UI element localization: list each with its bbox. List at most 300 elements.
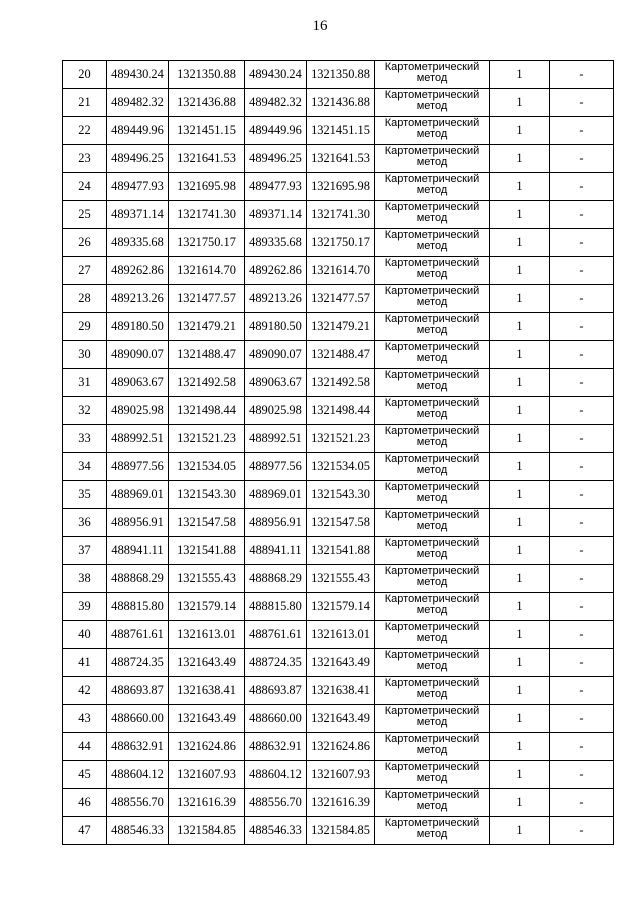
- x-coordinate-repeat: 488977.56: [245, 453, 307, 481]
- method-line-2: метод: [416, 716, 448, 728]
- method-line-2: метод: [416, 380, 448, 392]
- x-coordinate: 488868.29: [107, 565, 169, 593]
- x-coordinate: 489090.07: [107, 341, 169, 369]
- accuracy-value: 1: [490, 761, 550, 789]
- point-number: 39: [63, 593, 107, 621]
- x-coordinate: 489025.98: [107, 397, 169, 425]
- method-cell: [375, 369, 490, 397]
- accuracy-value: 1: [490, 593, 550, 621]
- point-number: 29: [63, 313, 107, 341]
- y-coordinate: 1321543.30: [169, 481, 245, 509]
- method-line-1: Картометрический: [384, 481, 480, 493]
- point-number: 20: [63, 61, 107, 89]
- x-coordinate-repeat: 488868.29: [245, 565, 307, 593]
- y-coordinate-repeat: 1321613.01: [307, 621, 375, 649]
- note-value: -: [550, 761, 614, 789]
- method-line-1: Картометрический: [384, 61, 480, 73]
- point-number: 21: [63, 89, 107, 117]
- note-value: -: [550, 481, 614, 509]
- method-line-1: Картометрический: [384, 453, 480, 465]
- point-number: 27: [63, 257, 107, 285]
- note-value: -: [550, 425, 614, 453]
- x-coordinate-repeat: 488969.01: [245, 481, 307, 509]
- method-cell: [375, 705, 490, 733]
- method-cell: [375, 733, 490, 761]
- method-line-1: Картометрический: [384, 397, 480, 409]
- method-line-1: Картометрический: [384, 733, 480, 745]
- table-row: [63, 453, 614, 481]
- y-coordinate-repeat: 1321741.30: [307, 201, 375, 229]
- x-coordinate: 489213.26: [107, 285, 169, 313]
- accuracy-value: 1: [490, 705, 550, 733]
- table-row: [63, 425, 614, 453]
- note-value: -: [550, 649, 614, 677]
- y-coordinate-repeat: 1321477.57: [307, 285, 375, 313]
- method-line-1: Картометрический: [384, 145, 480, 157]
- method-line-1: Картометрический: [384, 761, 480, 773]
- point-number: 35: [63, 481, 107, 509]
- method-line-1: Картометрический: [384, 89, 480, 101]
- y-coordinate: 1321613.01: [169, 621, 245, 649]
- method-cell: [375, 789, 490, 817]
- method-line-1: Картометрический: [384, 313, 480, 325]
- method-cell: [375, 341, 490, 369]
- method-line-2: метод: [416, 408, 448, 420]
- y-coordinate-repeat: 1321643.49: [307, 649, 375, 677]
- method-cell: [375, 145, 490, 173]
- method-line-1: Картометрический: [384, 537, 480, 549]
- method-line-2: метод: [416, 324, 448, 336]
- accuracy-value: 1: [490, 397, 550, 425]
- x-coordinate: 488556.70: [107, 789, 169, 817]
- y-coordinate: 1321555.43: [169, 565, 245, 593]
- y-coordinate: 1321479.21: [169, 313, 245, 341]
- x-coordinate-repeat: 488604.12: [245, 761, 307, 789]
- y-coordinate-repeat: 1321607.93: [307, 761, 375, 789]
- method-line-2: метод: [416, 632, 448, 644]
- accuracy-value: 1: [490, 145, 550, 173]
- y-coordinate-repeat: 1321555.43: [307, 565, 375, 593]
- table-row: [63, 257, 614, 285]
- note-value: -: [550, 733, 614, 761]
- point-number: 45: [63, 761, 107, 789]
- note-value: -: [550, 817, 614, 845]
- note-value: -: [550, 341, 614, 369]
- y-coordinate-repeat: 1321547.58: [307, 509, 375, 537]
- x-coordinate-repeat: 488693.87: [245, 677, 307, 705]
- method-cell: [375, 61, 490, 89]
- table-row: [63, 369, 614, 397]
- y-coordinate: 1321607.93: [169, 761, 245, 789]
- y-coordinate-repeat: 1321695.98: [307, 173, 375, 201]
- method-line-2: метод: [416, 688, 448, 700]
- y-coordinate-repeat: 1321534.05: [307, 453, 375, 481]
- table-row: [63, 593, 614, 621]
- accuracy-value: 1: [490, 117, 550, 145]
- y-coordinate: 1321498.44: [169, 397, 245, 425]
- table-row: [63, 201, 614, 229]
- table-row: [63, 285, 614, 313]
- x-coordinate: 488604.12: [107, 761, 169, 789]
- accuracy-value: 1: [490, 565, 550, 593]
- method-line-1: Картометрический: [384, 117, 480, 129]
- x-coordinate: 488660.00: [107, 705, 169, 733]
- method-cell: [375, 285, 490, 313]
- point-number: 31: [63, 369, 107, 397]
- accuracy-value: 1: [490, 173, 550, 201]
- note-value: -: [550, 145, 614, 173]
- x-coordinate-repeat: 489371.14: [245, 201, 307, 229]
- y-coordinate: 1321521.23: [169, 425, 245, 453]
- method-line-1: Картометрический: [384, 789, 480, 801]
- method-line-1: Картометрический: [384, 649, 480, 661]
- y-coordinate: 1321350.88: [169, 61, 245, 89]
- table-row: [63, 761, 614, 789]
- method-cell: [375, 89, 490, 117]
- x-coordinate: 489063.67: [107, 369, 169, 397]
- accuracy-value: 1: [490, 257, 550, 285]
- x-coordinate-repeat: 489482.32: [245, 89, 307, 117]
- point-number: 43: [63, 705, 107, 733]
- y-coordinate-repeat: 1321451.15: [307, 117, 375, 145]
- method-line-2: метод: [416, 744, 448, 756]
- method-line-1: Картометрический: [384, 229, 480, 241]
- y-coordinate-repeat: 1321479.21: [307, 313, 375, 341]
- note-value: -: [550, 397, 614, 425]
- y-coordinate: 1321695.98: [169, 173, 245, 201]
- y-coordinate: 1321750.17: [169, 229, 245, 257]
- point-number: 47: [63, 817, 107, 845]
- method-line-2: метод: [416, 604, 448, 616]
- x-coordinate: 489335.68: [107, 229, 169, 257]
- x-coordinate-repeat: 488556.70: [245, 789, 307, 817]
- accuracy-value: 1: [490, 537, 550, 565]
- y-coordinate-repeat: 1321641.53: [307, 145, 375, 173]
- x-coordinate-repeat: 488632.91: [245, 733, 307, 761]
- y-coordinate-repeat: 1321521.23: [307, 425, 375, 453]
- method-cell: [375, 201, 490, 229]
- x-coordinate-repeat: 489430.24: [245, 61, 307, 89]
- table-row: [63, 145, 614, 173]
- method-line-2: метод: [416, 296, 448, 308]
- y-coordinate-repeat: 1321541.88: [307, 537, 375, 565]
- method-line-2: метод: [416, 660, 448, 672]
- accuracy-value: 1: [490, 453, 550, 481]
- method-cell: [375, 117, 490, 145]
- method-line-2: метод: [416, 156, 448, 168]
- y-coordinate: 1321579.14: [169, 593, 245, 621]
- table-row: [63, 481, 614, 509]
- table-row: [63, 677, 614, 705]
- point-number: 25: [63, 201, 107, 229]
- method-line-2: метод: [416, 436, 448, 448]
- y-coordinate: 1321643.49: [169, 649, 245, 677]
- method-cell: [375, 565, 490, 593]
- note-value: -: [550, 565, 614, 593]
- point-number: 26: [63, 229, 107, 257]
- method-line-2: метод: [416, 800, 448, 812]
- note-value: -: [550, 257, 614, 285]
- table-row: [63, 537, 614, 565]
- method-cell: [375, 425, 490, 453]
- y-coordinate-repeat: 1321579.14: [307, 593, 375, 621]
- y-coordinate-repeat: 1321498.44: [307, 397, 375, 425]
- point-number: 33: [63, 425, 107, 453]
- point-number: 23: [63, 145, 107, 173]
- method-line-1: Картометрический: [384, 173, 480, 185]
- accuracy-value: 1: [490, 481, 550, 509]
- table-row: [63, 817, 614, 845]
- method-line-1: Картометрический: [384, 593, 480, 605]
- y-coordinate-repeat: 1321350.88: [307, 61, 375, 89]
- note-value: -: [550, 89, 614, 117]
- x-coordinate: 488977.56: [107, 453, 169, 481]
- table-row: [63, 173, 614, 201]
- method-cell: [375, 817, 490, 845]
- method-line-1: Картометрический: [384, 705, 480, 717]
- accuracy-value: 1: [490, 733, 550, 761]
- y-coordinate: 1321741.30: [169, 201, 245, 229]
- x-coordinate-repeat: 488992.51: [245, 425, 307, 453]
- y-coordinate: 1321616.39: [169, 789, 245, 817]
- point-number: 24: [63, 173, 107, 201]
- note-value: -: [550, 285, 614, 313]
- table-row: [63, 341, 614, 369]
- table-row: [63, 313, 614, 341]
- method-line-1: Картометрический: [384, 621, 480, 633]
- table-row: [63, 397, 614, 425]
- point-number: 22: [63, 117, 107, 145]
- method-line-2: метод: [416, 212, 448, 224]
- method-line-1: Картометрический: [384, 341, 480, 353]
- x-coordinate: 488724.35: [107, 649, 169, 677]
- note-value: -: [550, 453, 614, 481]
- y-coordinate-repeat: 1321492.58: [307, 369, 375, 397]
- y-coordinate: 1321547.58: [169, 509, 245, 537]
- method-cell: [375, 313, 490, 341]
- y-coordinate-repeat: 1321616.39: [307, 789, 375, 817]
- y-coordinate: 1321492.58: [169, 369, 245, 397]
- accuracy-value: 1: [490, 313, 550, 341]
- x-coordinate-repeat: 489063.67: [245, 369, 307, 397]
- x-coordinate: 489180.50: [107, 313, 169, 341]
- note-value: -: [550, 117, 614, 145]
- y-coordinate-repeat: 1321543.30: [307, 481, 375, 509]
- y-coordinate: 1321584.85: [169, 817, 245, 845]
- method-cell: [375, 481, 490, 509]
- x-coordinate: 488693.87: [107, 677, 169, 705]
- note-value: -: [550, 369, 614, 397]
- x-coordinate-repeat: 489449.96: [245, 117, 307, 145]
- method-line-2: метод: [416, 772, 448, 784]
- table-row: [63, 705, 614, 733]
- page-number: 16: [312, 18, 328, 34]
- x-coordinate-repeat: 488660.00: [245, 705, 307, 733]
- y-coordinate: 1321614.70: [169, 257, 245, 285]
- x-coordinate: 489449.96: [107, 117, 169, 145]
- x-coordinate: 488546.33: [107, 817, 169, 845]
- y-coordinate-repeat: 1321488.47: [307, 341, 375, 369]
- method-cell: [375, 229, 490, 257]
- table-row: [63, 789, 614, 817]
- point-number: 28: [63, 285, 107, 313]
- y-coordinate-repeat: 1321584.85: [307, 817, 375, 845]
- method-line-1: Картометрический: [384, 565, 480, 577]
- coordinates-table: [62, 60, 614, 845]
- method-line-2: метод: [416, 520, 448, 532]
- method-cell: [375, 509, 490, 537]
- y-coordinate-repeat: 1321750.17: [307, 229, 375, 257]
- x-coordinate-repeat: 489262.86: [245, 257, 307, 285]
- accuracy-value: 1: [490, 285, 550, 313]
- point-number: 42: [63, 677, 107, 705]
- y-coordinate: 1321643.49: [169, 705, 245, 733]
- method-line-2: метод: [416, 828, 448, 840]
- x-coordinate: 488761.61: [107, 621, 169, 649]
- accuracy-value: 1: [490, 677, 550, 705]
- note-value: -: [550, 61, 614, 89]
- method-cell: [375, 649, 490, 677]
- y-coordinate-repeat: 1321643.49: [307, 705, 375, 733]
- method-line-1: Картометрический: [384, 257, 480, 269]
- note-value: -: [550, 621, 614, 649]
- table-row: [63, 565, 614, 593]
- note-value: -: [550, 509, 614, 537]
- note-value: -: [550, 173, 614, 201]
- x-coordinate: 489482.32: [107, 89, 169, 117]
- point-number: 34: [63, 453, 107, 481]
- x-coordinate-repeat: 489496.25: [245, 145, 307, 173]
- x-coordinate: 488956.91: [107, 509, 169, 537]
- method-line-2: метод: [416, 268, 448, 280]
- method-cell: [375, 537, 490, 565]
- method-cell: [375, 257, 490, 285]
- y-coordinate: 1321436.88: [169, 89, 245, 117]
- x-coordinate: 489262.86: [107, 257, 169, 285]
- x-coordinate: 488632.91: [107, 733, 169, 761]
- table-row: [63, 117, 614, 145]
- accuracy-value: 1: [490, 621, 550, 649]
- method-line-2: метод: [416, 100, 448, 112]
- x-coordinate-repeat: 489335.68: [245, 229, 307, 257]
- method-cell: [375, 593, 490, 621]
- accuracy-value: 1: [490, 229, 550, 257]
- point-number: 32: [63, 397, 107, 425]
- y-coordinate-repeat: 1321624.86: [307, 733, 375, 761]
- y-coordinate-repeat: 1321638.41: [307, 677, 375, 705]
- table-row: [63, 509, 614, 537]
- method-cell: [375, 397, 490, 425]
- point-number: 44: [63, 733, 107, 761]
- x-coordinate-repeat: 489025.98: [245, 397, 307, 425]
- note-value: -: [550, 789, 614, 817]
- method-line-2: метод: [416, 240, 448, 252]
- method-line-1: Картометрический: [384, 509, 480, 521]
- accuracy-value: 1: [490, 201, 550, 229]
- method-cell: [375, 761, 490, 789]
- note-value: -: [550, 677, 614, 705]
- accuracy-value: 1: [490, 817, 550, 845]
- table-row: [63, 89, 614, 117]
- table-row: [63, 61, 614, 89]
- accuracy-value: 1: [490, 89, 550, 117]
- table-row: [63, 229, 614, 257]
- y-coordinate: 1321534.05: [169, 453, 245, 481]
- accuracy-value: 1: [490, 509, 550, 537]
- x-coordinate-repeat: 488724.35: [245, 649, 307, 677]
- x-coordinate-repeat: 489477.93: [245, 173, 307, 201]
- x-coordinate: 489477.93: [107, 173, 169, 201]
- method-line-2: метод: [416, 72, 448, 84]
- accuracy-value: 1: [490, 61, 550, 89]
- accuracy-value: 1: [490, 369, 550, 397]
- x-coordinate: 488815.80: [107, 593, 169, 621]
- method-line-2: метод: [416, 352, 448, 364]
- point-number: 37: [63, 537, 107, 565]
- table-row: [63, 649, 614, 677]
- method-line-1: Картометрический: [384, 817, 480, 829]
- y-coordinate: 1321638.41: [169, 677, 245, 705]
- x-coordinate-repeat: 488956.91: [245, 509, 307, 537]
- x-coordinate: 489430.24: [107, 61, 169, 89]
- method-line-1: Картометрический: [384, 201, 480, 213]
- method-line-1: Картометрический: [384, 425, 480, 437]
- note-value: -: [550, 201, 614, 229]
- method-line-2: метод: [416, 184, 448, 196]
- x-coordinate-repeat: 489090.07: [245, 341, 307, 369]
- x-coordinate: 488992.51: [107, 425, 169, 453]
- x-coordinate-repeat: 488941.11: [245, 537, 307, 565]
- y-coordinate: 1321541.88: [169, 537, 245, 565]
- method-cell: [375, 621, 490, 649]
- x-coordinate: 488941.11: [107, 537, 169, 565]
- point-number: 30: [63, 341, 107, 369]
- method-line-1: Картометрический: [384, 285, 480, 297]
- accuracy-value: 1: [490, 341, 550, 369]
- note-value: -: [550, 593, 614, 621]
- x-coordinate: 489496.25: [107, 145, 169, 173]
- method-line-2: метод: [416, 128, 448, 140]
- table-row: [63, 621, 614, 649]
- y-coordinate-repeat: 1321436.88: [307, 89, 375, 117]
- method-line-2: метод: [416, 492, 448, 504]
- point-number: 46: [63, 789, 107, 817]
- method-cell: [375, 453, 490, 481]
- accuracy-value: 1: [490, 649, 550, 677]
- x-coordinate-repeat: 489180.50: [245, 313, 307, 341]
- y-coordinate: 1321488.47: [169, 341, 245, 369]
- note-value: -: [550, 705, 614, 733]
- method-line-1: Картометрический: [384, 677, 480, 689]
- y-coordinate: 1321451.15: [169, 117, 245, 145]
- note-value: -: [550, 537, 614, 565]
- method-cell: [375, 677, 490, 705]
- method-line-2: метод: [416, 548, 448, 560]
- coordinates-table-body: [63, 61, 614, 845]
- note-value: -: [550, 313, 614, 341]
- method-line-2: метод: [416, 464, 448, 476]
- method-cell: [375, 173, 490, 201]
- method-line-1: Картометрический: [384, 369, 480, 381]
- note-value: -: [550, 229, 614, 257]
- x-coordinate-repeat: 488815.80: [245, 593, 307, 621]
- accuracy-value: 1: [490, 425, 550, 453]
- y-coordinate-repeat: 1321614.70: [307, 257, 375, 285]
- method-line-2: метод: [416, 576, 448, 588]
- x-coordinate: 489371.14: [107, 201, 169, 229]
- y-coordinate: 1321477.57: [169, 285, 245, 313]
- x-coordinate-repeat: 489213.26: [245, 285, 307, 313]
